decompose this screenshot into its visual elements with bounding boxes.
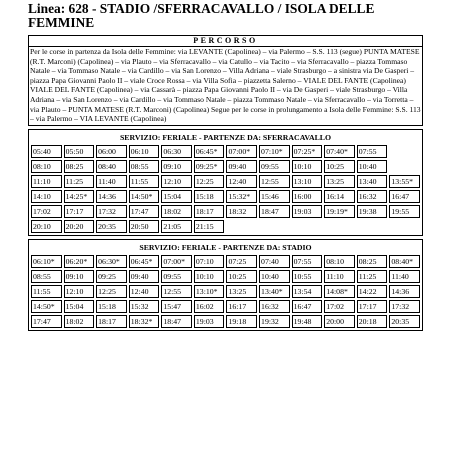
departure-time: 12:40: [129, 285, 160, 298]
departure-time: 06:30*: [96, 255, 127, 268]
timetable-stadio: [28, 239, 423, 331]
departure-time: 07:40: [259, 255, 290, 268]
departure-time: 15:32*: [226, 190, 257, 203]
departure-time: 20:00: [324, 315, 355, 328]
departure-time: 13:40: [357, 175, 388, 188]
departure-time: 16:32: [357, 190, 388, 203]
departure-time: 13:40*: [259, 285, 290, 298]
departure-time: 08:55: [129, 160, 160, 173]
timetable-header-row: [31, 242, 420, 253]
departure-time: 13:10*: [194, 285, 225, 298]
departure-time: 14:50*: [129, 190, 160, 203]
departure-time: 18:47: [161, 315, 192, 328]
table-row: [31, 285, 420, 298]
page-title: Linea: 628 - STADIO /SFERRACAVALLO / ISOLA DELLE FEMMINE: [28, 1, 375, 30]
departure-time: 18:02: [161, 205, 192, 218]
departure-time: 13:25: [324, 175, 355, 188]
departure-time: 06:30: [161, 145, 192, 158]
departure-time: 07:25*: [292, 145, 323, 158]
departure-time: 14:25*: [64, 190, 95, 203]
departure-time: 19:38: [357, 205, 388, 218]
table-row: [31, 145, 420, 158]
departure-time: 11:25: [64, 175, 95, 188]
departure-time: 06:10*: [31, 255, 62, 268]
departure-time: 18:47: [259, 205, 290, 218]
departure-time: 18:32: [226, 205, 257, 218]
departure-time: 13:54: [292, 285, 323, 298]
departure-time: 08:55: [31, 270, 62, 283]
empty-cell: [324, 220, 355, 233]
departure-time: 17:32: [389, 300, 420, 313]
departure-time: 10:25: [324, 160, 355, 173]
departure-time: 20:35: [96, 220, 127, 233]
table-row: [31, 190, 420, 203]
departure-time: 06:20*: [64, 255, 95, 268]
departure-time: 16:32: [259, 300, 290, 313]
departure-time: 07:55: [357, 145, 388, 158]
departure-time: 19:48: [292, 315, 323, 328]
departure-time: 15:18: [194, 190, 225, 203]
departure-time: 07:10*: [259, 145, 290, 158]
departure-time: 12:25: [96, 285, 127, 298]
departure-time: 10:55: [292, 270, 323, 283]
departure-time: 10:40: [259, 270, 290, 283]
departure-time: 06:10: [129, 145, 160, 158]
departure-time: 17:17: [357, 300, 388, 313]
empty-cell: [357, 220, 388, 233]
departure-time: 12:10: [161, 175, 192, 188]
departure-time: 12:55: [259, 175, 290, 188]
departure-time: 17:47: [31, 315, 62, 328]
departure-time: 15:47: [161, 300, 192, 313]
empty-cell: [226, 220, 257, 233]
table-row: [31, 270, 420, 283]
departure-time: 19:18: [226, 315, 257, 328]
departure-time: 11:10: [324, 270, 355, 283]
departure-time: 07:00*: [226, 145, 257, 158]
departure-time: 08:10: [324, 255, 355, 268]
departure-time: 09:55: [259, 160, 290, 173]
percorso-text: Per le corse in partenza da Isola delle Femmine: via LEVANTE (Capolinea) – via Palermo – S.S. 113 (segue) PUNTA MATESE (R.T. Marconi) (Capolinea) – via Plauto – via Sferracavallo – via Catullo – via Tacito – via Sferracavallo – piazza Tommaso Natale – via Tommaso Natale – via Cardillo – via San Lorenzo – Villa Adriana – viale Strasburgo – a sinistra via De Gasperi – piazza Papa Giovanni Paolo II – viale Croce Rossa – via Villa Sofia – piazzetta Salerno – VIALE DEL FANTE (Capolinea) VIALE DEL FANTE (Capolinea) – via Cassarà – piazza Papa Giovanni Paolo II – via De Gasperi – viale Strasburgo – Villa Adriana – via San Lorenzo – via Cardillo – via Tommaso Natale – piazza Tommaso Natale – via Sferracavallo – via Torretta – via Plauto – PUNTA MATESE (R.T. Marconi) (Capolinea) Segue per le corse in prolungamento a Isola delle Femmine: S.S. 113 – via Palermo – VIA LEVANTE (Capolinea): [30, 47, 421, 124]
departure-time: 12:10: [64, 285, 95, 298]
departure-time: 17:02: [31, 205, 62, 218]
empty-cell: [292, 220, 323, 233]
departure-time: 10:10: [292, 160, 323, 173]
departure-time: 16:02: [194, 300, 225, 313]
departure-time: 20:50: [129, 220, 160, 233]
departure-time: 15:04: [64, 300, 95, 313]
table-row: [31, 220, 420, 233]
departure-time: 13:10: [292, 175, 323, 188]
departure-time: 16:47: [389, 190, 420, 203]
empty-cell: [389, 145, 420, 158]
departure-time: 18:02: [64, 315, 95, 328]
departure-time: 15:46: [259, 190, 290, 203]
departure-time: 14:08*: [324, 285, 355, 298]
departure-time: 12:25: [194, 175, 225, 188]
departure-time: 09:40: [226, 160, 257, 173]
departure-time: 19:03: [292, 205, 323, 218]
departure-time: 13:25: [226, 285, 257, 298]
departure-time: 19:32: [259, 315, 290, 328]
departure-time: 14:36: [389, 285, 420, 298]
departure-time: 13:55*: [389, 175, 420, 188]
departure-time: 12:40: [226, 175, 257, 188]
departure-time: 20:18: [357, 315, 388, 328]
table-row: [31, 255, 420, 268]
departure-time: 11:10: [31, 175, 62, 188]
departure-time: 08:25: [64, 160, 95, 173]
departure-time: 14:22: [357, 285, 388, 298]
departure-time: 14:36: [96, 190, 127, 203]
table-row: [31, 175, 420, 188]
departure-time: 15:32: [129, 300, 160, 313]
departure-time: 16:00: [292, 190, 323, 203]
departure-time: 06:45*: [129, 255, 160, 268]
departure-time: 09:10: [64, 270, 95, 283]
departure-time: 08:40: [96, 160, 127, 173]
empty-cell: [389, 220, 420, 233]
departure-time: 11:40: [96, 175, 127, 188]
departure-time: 18:17: [96, 315, 127, 328]
empty-cell: [259, 220, 290, 233]
departure-time: 05:40: [31, 145, 62, 158]
departure-time: 19:19*: [324, 205, 355, 218]
table-row: [31, 160, 420, 173]
departure-time: 08:10: [31, 160, 62, 173]
timetable-sferracavallo: [28, 129, 423, 236]
departure-time: 20:20: [64, 220, 95, 233]
timetable-header: SERVIZIO: FERIALE - PARTENZE DA: STADIO: [139, 242, 312, 252]
departure-time: 10:25: [226, 270, 257, 283]
departure-time: 07:55: [292, 255, 323, 268]
departure-time: 07:25: [226, 255, 257, 268]
timetable-header-row: [31, 132, 420, 143]
departure-time: 17:47: [129, 205, 160, 218]
departure-time: 07:00*: [161, 255, 192, 268]
departure-time: 19:03: [194, 315, 225, 328]
departure-time: 11:55: [31, 285, 62, 298]
departure-time: 06:45*: [194, 145, 225, 158]
departure-time: 14:50*: [31, 300, 62, 313]
departure-time: 16:14: [324, 190, 355, 203]
departure-time: 09:55: [161, 270, 192, 283]
percorso-box: [28, 35, 423, 126]
departure-time: 08:40*: [389, 255, 420, 268]
departure-time: 17:02: [324, 300, 355, 313]
table-row: [31, 315, 420, 328]
departure-time: 20:10: [31, 220, 62, 233]
departure-time: 07:10: [194, 255, 225, 268]
departure-time: 05:50: [64, 145, 95, 158]
departure-time: 06:00: [96, 145, 127, 158]
departure-time: 17:17: [64, 205, 95, 218]
departure-time: 17:32: [96, 205, 127, 218]
departure-time: 07:40*: [324, 145, 355, 158]
departure-time: 08:25: [357, 255, 388, 268]
departure-time: 15:04: [161, 190, 192, 203]
table-row: [31, 205, 420, 218]
percorso-header: PERCORSO: [29, 36, 422, 47]
departure-time: 14:10: [31, 190, 62, 203]
timetable-header: SERVIZIO: FERIALE - PARTENZE DA: SFERRACAVALLO: [119, 132, 332, 142]
table-row: [31, 300, 420, 313]
departure-time: 09:25: [96, 270, 127, 283]
departure-time: 11:25: [357, 270, 388, 283]
departure-time: 19:55: [389, 205, 420, 218]
departure-time: 21:15: [194, 220, 225, 233]
departure-time: 20:35: [389, 315, 420, 328]
departure-time: 16:17: [226, 300, 257, 313]
empty-cell: [389, 160, 420, 173]
departure-time: 11:40: [389, 270, 420, 283]
departure-time: 09:10: [161, 160, 192, 173]
departure-time: 11:55: [129, 175, 160, 188]
departure-time: 18:32*: [129, 315, 160, 328]
departure-time: 09:40: [129, 270, 160, 283]
departure-time: 21:05: [161, 220, 192, 233]
departure-time: 16:47: [292, 300, 323, 313]
departure-time: 09:25*: [194, 160, 225, 173]
departure-time: 15:18: [96, 300, 127, 313]
departure-time: 18:17: [194, 205, 225, 218]
departure-time: 12:55: [161, 285, 192, 298]
departure-time: 10:40: [357, 160, 388, 173]
departure-time: 10:10: [194, 270, 225, 283]
